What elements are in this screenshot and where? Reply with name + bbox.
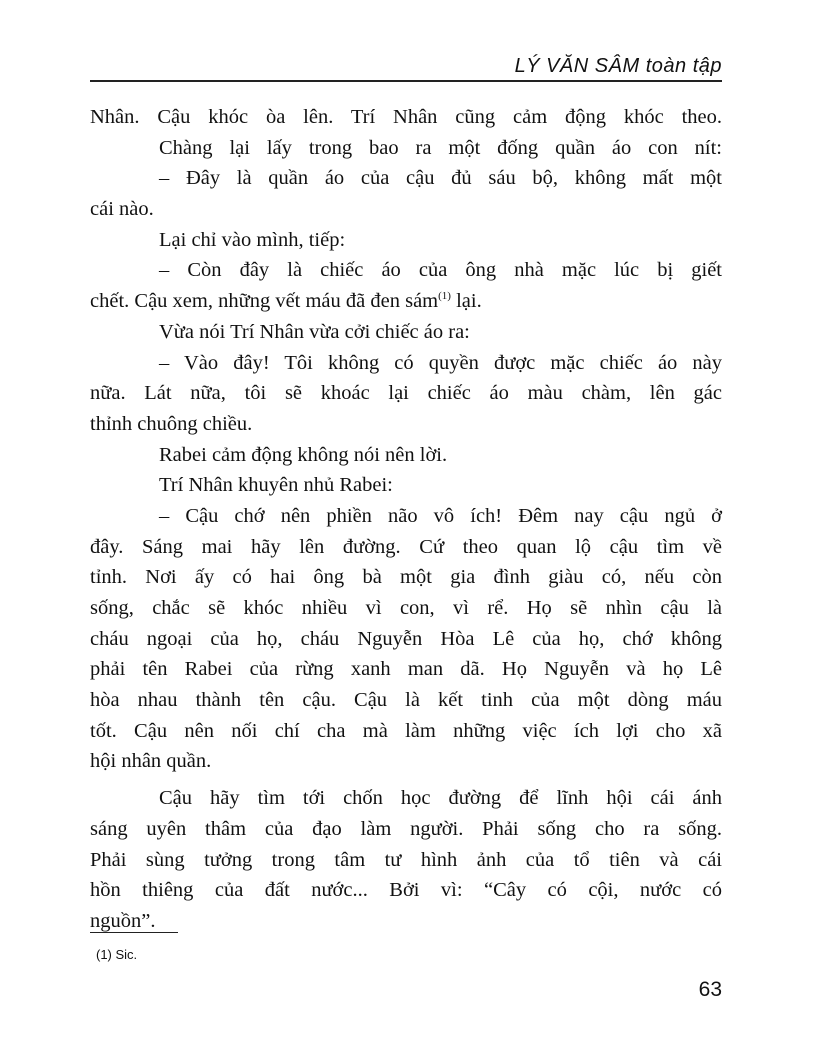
line-text: nguồn”. — [90, 909, 156, 932]
line-text-tail: lại. — [450, 290, 482, 313]
text-line — [90, 814, 722, 845]
text-line — [90, 906, 722, 937]
text-line — [90, 624, 722, 655]
line-text: sống, chắc sẽ khóc nhiều vì con, vì rể. Họ sẽ nhìn cậu là — [90, 597, 722, 619]
text-line — [90, 470, 722, 501]
text-line — [90, 348, 722, 379]
line-text: Nhân. Cậu khóc òa lên. Trí Nhân cũng cảm động khóc theo. — [90, 106, 722, 128]
line-text: – Còn đây là chiếc áo của ông nhà mặc lúc bị giết — [159, 259, 722, 282]
line-text: Lại chỉ vào mình, tiếp: — [159, 228, 346, 251]
text-line — [90, 654, 722, 685]
running-header — [90, 52, 722, 82]
footnote-marker: (1) — [438, 290, 451, 303]
line-text: Trí Nhân khuyên nhủ Rabei: — [159, 474, 393, 497]
body-text — [90, 102, 722, 937]
line-text: – Đây là quần áo của cậu đủ sáu bộ, không mất một — [159, 167, 722, 190]
text-line — [90, 409, 722, 440]
text-line — [90, 317, 722, 348]
line-text: Chàng lại lấy trong bao ra một đống quần áo con nít: — [159, 136, 722, 159]
text-line — [90, 255, 722, 286]
text-line — [90, 845, 722, 876]
line-text: hồn thiêng của đất nước... Bởi vì: “Cây có cội, nước có — [90, 879, 722, 902]
running-title: LÝ VĂN SÂM toàn tập — [514, 55, 722, 77]
text-line — [90, 783, 722, 814]
line-text: phải tên Rabei của rừng xanh man dã. Họ Nguyễn và họ Lê — [90, 658, 722, 681]
text-line — [90, 225, 722, 256]
line-text: Phải sùng tưởng trong tâm tư hình ảnh của tổ tiên và cái — [90, 848, 722, 871]
line-text: nữa. Lát nữa, tôi sẽ khoác lại chiếc áo màu chàm, lên gác — [90, 382, 722, 405]
text-line — [90, 133, 722, 164]
text-line — [90, 102, 722, 133]
page-number: 63 — [698, 978, 722, 1001]
line-text: hội nhân quần. — [90, 750, 212, 773]
text-line — [90, 532, 722, 563]
text-line — [90, 501, 722, 532]
line-text: – Cậu chớ nên phiền não vô ích! Đêm nay cậu ngủ ở — [159, 504, 722, 527]
line-text: Rabei cảm động không nói nên lời. — [159, 443, 448, 466]
footnote: (1) Sic. — [96, 947, 138, 962]
line-text: hòa nhau thành tên cậu. Cậu là kết tinh của một dòng máu — [90, 689, 722, 712]
text-line — [90, 593, 722, 624]
text-line — [90, 746, 722, 777]
text-line — [90, 286, 722, 317]
line-text: đây. Sáng mai hãy lên đường. Cứ theo quan lộ cậu tìm về — [90, 535, 722, 558]
line-text: thỉnh chuông chiều. — [90, 412, 253, 435]
line-text: tỉnh. Nơi ấy có hai ông bà một gia đình giàu có, nếu còn — [90, 566, 722, 589]
text-line — [90, 440, 722, 471]
line-text: Cậu hãy tìm tới chốn học đường để lĩnh hội cái ánh — [159, 787, 722, 810]
footnote-divider — [90, 932, 178, 933]
line-text: – Vào đây! Tôi không có quyền được mặc chiếc áo này — [159, 351, 722, 374]
text-line — [90, 685, 722, 716]
text-line — [90, 378, 722, 409]
text-line — [90, 194, 722, 225]
line-text: chết. Cậu xem, những vết máu đã đen sám — [90, 290, 439, 313]
text-line — [90, 562, 722, 593]
text-line — [90, 716, 722, 747]
line-text: sáng uyên thâm của đạo làm người. Phải sống cho ra sống. — [90, 817, 722, 840]
line-text: cái nào. — [90, 198, 154, 221]
line-text: Vừa nói Trí Nhân vừa cởi chiếc áo ra: — [159, 320, 470, 343]
text-line — [90, 163, 722, 194]
text-line — [90, 875, 722, 906]
line-text: tốt. Cậu nên nối chí cha mà làm những việc ích lợi cho xã — [90, 719, 722, 742]
line-text: cháu ngoại của họ, cháu Nguyễn Hòa Lê của họ, chớ không — [90, 627, 722, 650]
